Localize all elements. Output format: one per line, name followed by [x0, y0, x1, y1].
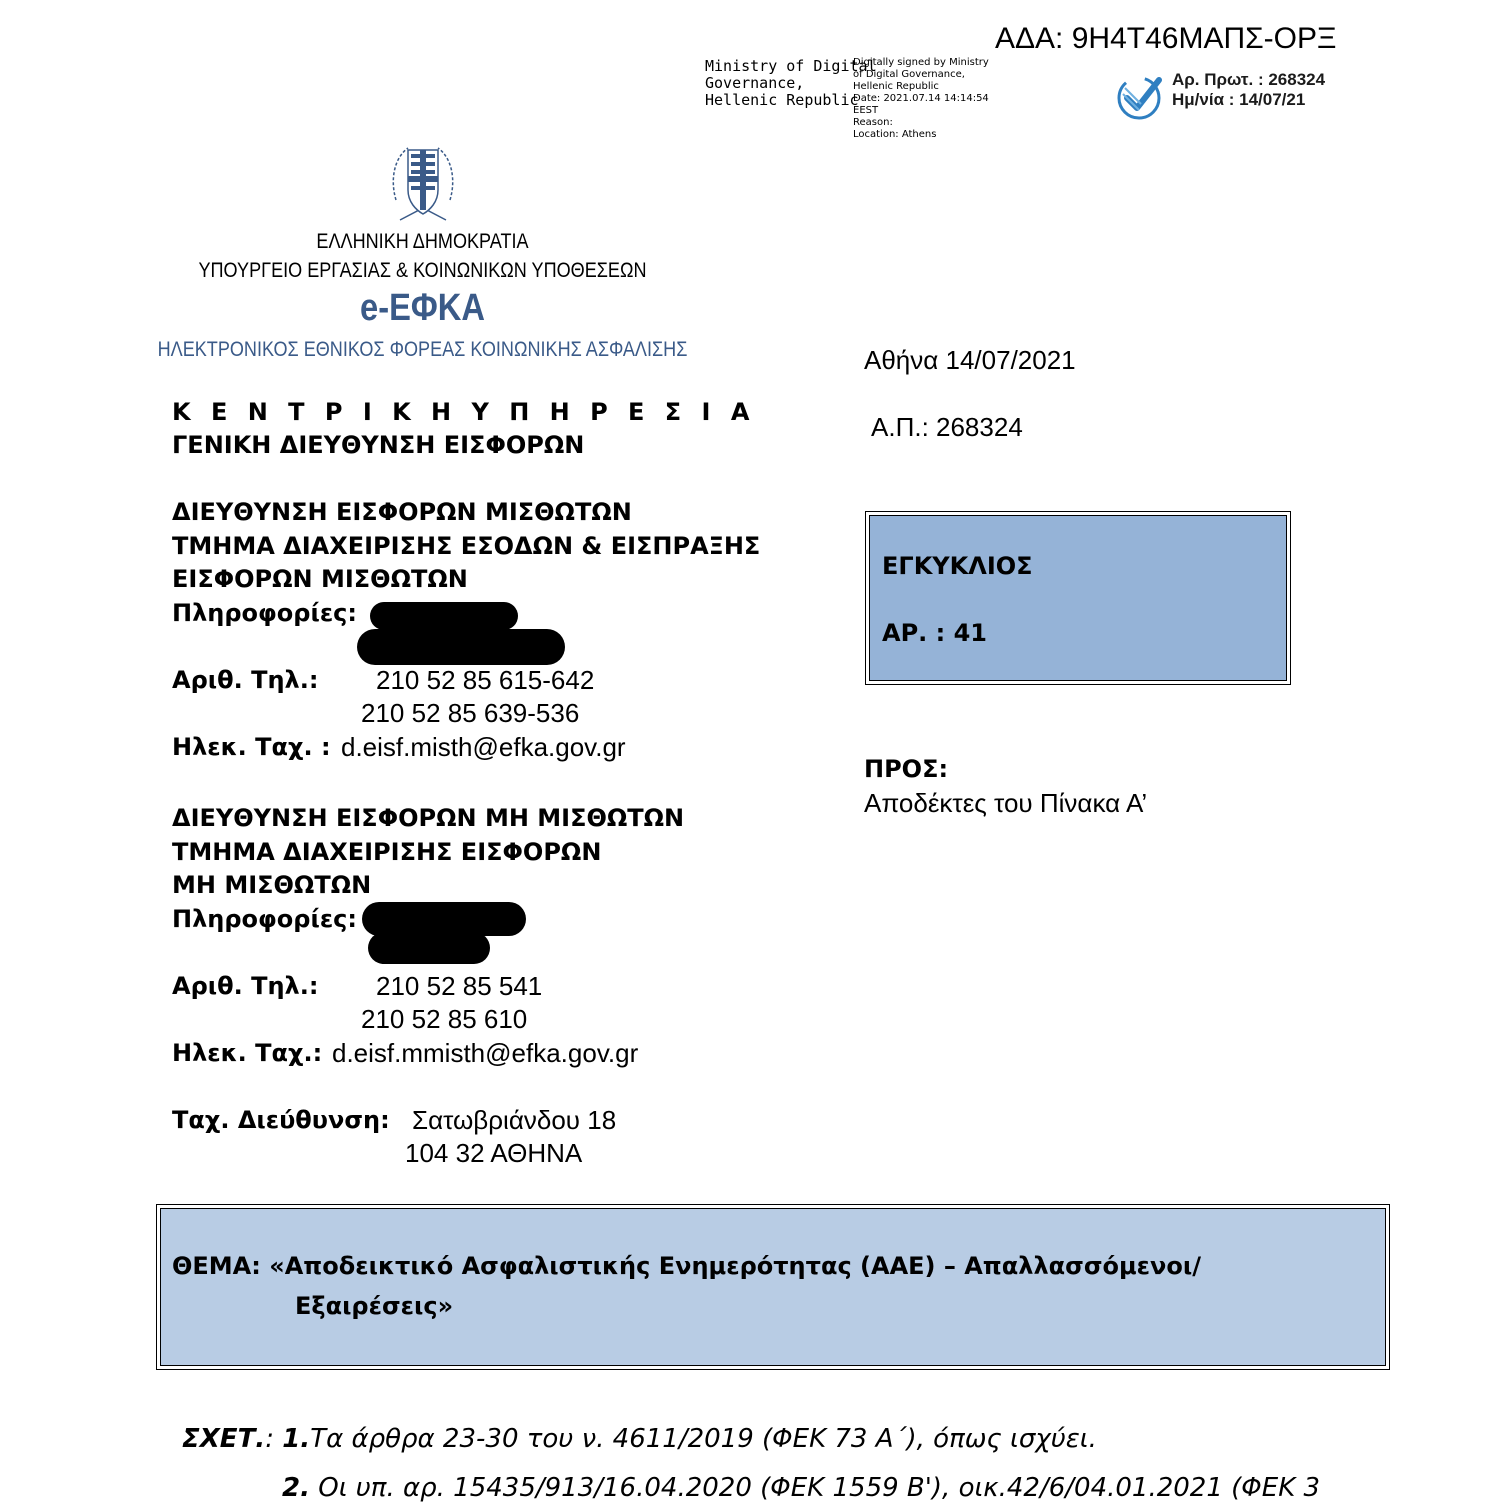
- signature-details: [853, 57, 989, 141]
- signature-detail-line: EEST: [853, 105, 879, 116]
- protocol-date: Ημ/νία : 14/07/21: [1172, 90, 1306, 109]
- dept1-email-label: Ηλεκ. Ταχ. :: [172, 733, 331, 761]
- ada-code: ΑΔΑ: 9Η4Τ46ΜΑΠΣ-ΟΡΞ: [995, 22, 1337, 55]
- protocol-number: Αρ. Πρωτ. : 268324: [1172, 70, 1326, 89]
- related-item-1: [182, 1424, 1097, 1454]
- subject-line2: Εξαιρέσεις»: [295, 1292, 454, 1320]
- signature-detail-line: Location: Athens: [853, 129, 937, 140]
- related-item-number: 2.: [282, 1473, 310, 1503]
- dept2-phone-label: Αριθ. Τηλ.:: [172, 972, 319, 1000]
- redaction-mark: [370, 602, 518, 630]
- subject-box: [156, 1204, 1390, 1370]
- place-date: Αθήνα 14/07/2021: [864, 345, 1076, 375]
- signature-detail-line: Hellenic Republic: [853, 81, 939, 92]
- digital-signer: [705, 58, 877, 109]
- dept1-line2: ΤΜΗΜΑ ΔΙΑΧΕΙΡΙΣΗΣ ΕΣΟΔΩΝ & ΕΙΣΠΡΑΞΗΣ: [172, 532, 761, 560]
- signature-detail-line: Date: 2021.07.14 14:14:54: [853, 93, 989, 104]
- protocol-ref: Α.Π.: 268324: [871, 412, 1023, 442]
- related-item-number: 1.: [282, 1424, 311, 1454]
- redaction-mark: [357, 629, 565, 665]
- ministry-name: ΥΠΟΥΡΓΕΙΟ ΕΡΓΑΣΙΑΣ & ΚΟΙΝΩΝΙΚΩΝ ΥΠΟΘΕΣΕΩΝ: [198, 259, 647, 282]
- circular-number: ΑΡ. : 41: [882, 619, 987, 647]
- dept2-email-label: Ηλεκ. Ταχ.:: [172, 1039, 323, 1067]
- subject-line1: ΘΕΜΑ: «Αποδεικτικό Ασφαλιστικής Ενημερότητας (ΑΑΕ) – Απαλλασσόμενοι/: [172, 1252, 1201, 1280]
- address-label: Ταχ. Διεύθυνση:: [172, 1106, 390, 1134]
- dept2-email: d.eisf.mmisth@efka.gov.gr: [332, 1038, 639, 1068]
- related-item-2: [282, 1473, 1320, 1503]
- central-service: Κ Ε Ν Τ Ρ Ι Κ Η Υ Π Η Ρ Ε Σ Ι Α: [172, 398, 756, 426]
- brand-logo-text: e-ΕΦΚΑ: [360, 287, 485, 329]
- dept2-phone2: 210 52 85 610: [361, 1004, 528, 1034]
- protocol-info: [1172, 70, 1325, 110]
- related-separator: :: [265, 1424, 283, 1454]
- dept1-phone2: 210 52 85 639-536: [361, 698, 580, 728]
- dept1-info-label: Πληροφορίες:: [172, 599, 358, 627]
- recipient-label: ΠΡΟΣ:: [864, 755, 949, 783]
- greek-coat-of-arms-icon: [388, 140, 458, 226]
- address-line1: Σατωβριάνδου 18: [412, 1105, 617, 1135]
- related-item-text: Τα άρθρα 23-30 του ν. 4611/2019 (ΦΕΚ 73 Α΄), όπως ισχύει.: [310, 1424, 1097, 1454]
- circular-box: [865, 511, 1291, 685]
- dept2-line3: ΜΗ ΜΙΣΘΩΤΩΝ: [172, 871, 372, 899]
- dept1-email: d.eisf.misth@efka.gov.gr: [341, 732, 626, 762]
- general-directorate: ΓΕΝΙΚΗ ΔΙΕΥΘΥΝΣΗ ΕΙΣΦΟΡΩΝ: [172, 431, 585, 459]
- circular-box-fill: [869, 515, 1287, 681]
- dept2-info-label: Πληροφορίες:: [172, 905, 358, 933]
- related-label: ΣΧΕΤ.: [182, 1424, 266, 1454]
- circular-title: ΕΓΚΥΚΛΙΟΣ: [882, 552, 1033, 580]
- dept1-phone1: 210 52 85 615-642: [376, 665, 595, 695]
- signer-line: Governance,: [705, 74, 805, 92]
- redaction-mark: [362, 902, 526, 936]
- dept2-line1: ΔΙΕΥΘΥΝΣΗ ΕΙΣΦΟΡΩΝ ΜΗ ΜΙΣΘΩΤΩΝ: [172, 804, 685, 832]
- signer-line: Ministry of Digital: [705, 57, 877, 75]
- signature-detail-line: Reason:: [853, 117, 893, 128]
- dept1-line3: ΕΙΣΦΟΡΩΝ ΜΙΣΘΩΤΩΝ: [172, 565, 468, 593]
- related-item-text: Οι υπ. αρ. 15435/913/16.04.2020 (ΦΕΚ 1559 Β'), οικ.42/6/04.01.2021 (ΦΕΚ 3: [309, 1473, 1321, 1503]
- dept2-line2: ΤΜΗΜΑ ΔΙΑΧΕΙΡΙΣΗΣ ΕΙΣΦΟΡΩΝ: [172, 838, 602, 866]
- redaction-mark: [368, 932, 490, 964]
- brand-full-name: ΗΛΕΚΤΡΟΝΙΚΟΣ ΕΘΝΙΚΟΣ ΦΟΡΕΑΣ ΚΟΙΝΩΝΙΚΗΣ ΑΣΦΑΛΙΣΗΣ: [157, 338, 688, 361]
- signature-detail-line: Digitally signed by Ministry: [853, 57, 989, 68]
- dept1-phone-label: Αριθ. Τηλ.:: [172, 666, 319, 694]
- dept2-phone1: 210 52 85 541: [376, 971, 543, 1001]
- republic-name: ΕΛΛΗΝΙΚΗ ΔΗΜΟΚΡΑΤΙΑ: [316, 230, 529, 253]
- signer-line: Hellenic Republic: [705, 91, 859, 109]
- protocol-stamp-icon: [1115, 70, 1167, 122]
- subject-box-fill: [160, 1208, 1386, 1366]
- signature-detail-line: of Digital Governance,: [853, 69, 965, 80]
- address-line2: 104 32 ΑΘΗΝΑ: [405, 1138, 583, 1168]
- dept1-line1: ΔΙΕΥΘΥΝΣΗ ΕΙΣΦΟΡΩΝ ΜΙΣΘΩΤΩΝ: [172, 498, 632, 526]
- recipient-value: Αποδέκτες του Πίνακα Α’: [864, 788, 1148, 818]
